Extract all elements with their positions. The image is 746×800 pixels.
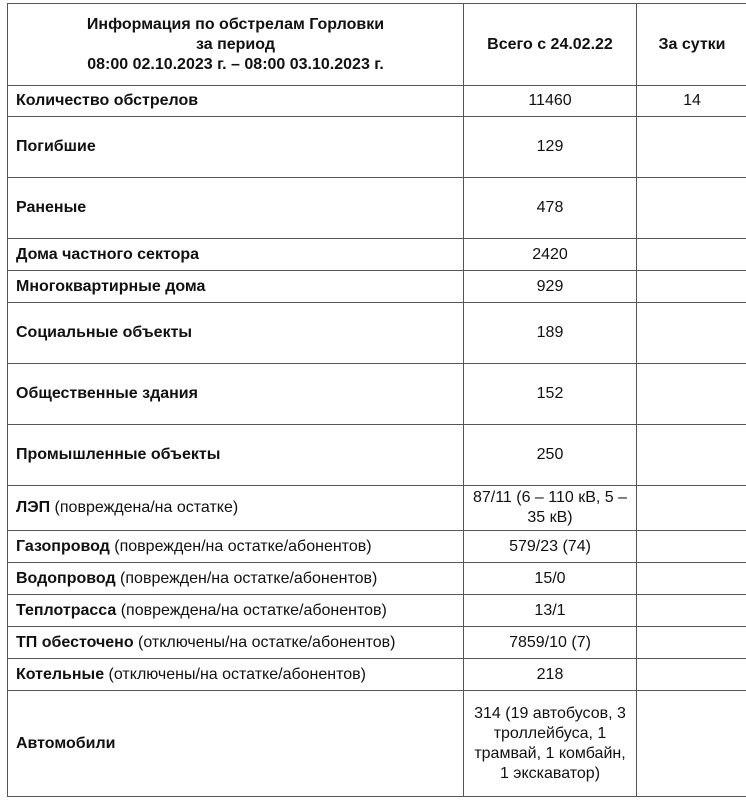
row-day	[637, 659, 746, 691]
row-total: 2420	[464, 239, 637, 271]
row-total: 929	[464, 271, 637, 303]
row-total: 218	[464, 659, 637, 691]
title-line: за период	[196, 35, 275, 53]
row-label: Общественные здания	[8, 364, 464, 425]
table-row	[8, 239, 746, 271]
column-header-day: За сутки	[637, 4, 746, 86]
shelling-info-table	[7, 3, 746, 797]
row-label: Количество обстрелов	[8, 86, 464, 117]
table-title	[8, 4, 464, 86]
row-day	[637, 364, 746, 425]
table-row	[8, 117, 746, 178]
row-day	[637, 531, 746, 563]
table-row	[8, 595, 746, 627]
title-line: 08:00 02.10.2023 г. – 08:00 03.10.2023 г.	[87, 55, 384, 73]
row-total: 129	[464, 117, 637, 178]
row-total: 7859/10 (7)	[464, 627, 637, 659]
row-day	[637, 271, 746, 303]
row-day	[637, 425, 746, 486]
row-day	[637, 178, 746, 239]
row-total: 13/1	[464, 595, 637, 627]
row-day	[637, 595, 746, 627]
row-day	[637, 563, 746, 595]
table-row	[8, 425, 746, 486]
row-label: Раненые	[8, 178, 464, 239]
title-line: Информация по обстрелам Горловки	[86, 15, 385, 33]
row-label: ЛЭП (повреждена/на остатке)	[8, 486, 464, 531]
table-row	[8, 271, 746, 303]
row-label: Дома частного сектора	[8, 239, 464, 271]
row-total: 152	[464, 364, 637, 425]
table-row	[8, 86, 746, 117]
row-day	[637, 239, 746, 271]
table-row	[8, 531, 746, 563]
row-label: Водопровод (поврежден/на остатке/абонентов)	[8, 563, 464, 595]
row-day	[637, 691, 746, 797]
row-total: 579/23 (74)	[464, 531, 637, 563]
table-row	[8, 691, 746, 797]
row-total: 189	[464, 303, 637, 364]
table-row	[8, 364, 746, 425]
table-header-row	[8, 4, 746, 86]
row-label: Погибшие	[8, 117, 464, 178]
row-label: Многоквартирные дома	[8, 271, 464, 303]
table-row	[8, 659, 746, 691]
table-row	[8, 303, 746, 364]
row-label: Газопровод (поврежден/на остатке/абонентов)	[8, 531, 464, 563]
row-day	[637, 303, 746, 364]
row-label: Социальные объекты	[8, 303, 464, 364]
table-row	[8, 178, 746, 239]
row-total: 87/11 (6 – 110 кВ, 5 – 35 кВ)	[464, 486, 637, 531]
row-total: 11460	[464, 86, 637, 117]
row-label: Автомобили	[8, 691, 464, 797]
row-label: Промышленные объекты	[8, 425, 464, 486]
column-header-total: Всего с 24.02.22	[464, 4, 637, 86]
row-day: 14	[637, 86, 746, 117]
table-row	[8, 627, 746, 659]
row-label: ТП обесточено (отключены/на остатке/абонентов)	[8, 627, 464, 659]
row-total: 478	[464, 178, 637, 239]
row-label: Теплотрасса (повреждена/на остатке/абонентов)	[8, 595, 464, 627]
table-row	[8, 563, 746, 595]
row-label: Котельные (отключены/на остатке/абонентов)	[8, 659, 464, 691]
row-day	[637, 117, 746, 178]
row-day	[637, 486, 746, 531]
row-total: 250	[464, 425, 637, 486]
row-total: 314 (19 автобусов, 3 троллейбуса, 1 трамвай, 1 комбайн, 1 экскаватор)	[464, 691, 637, 797]
table-row	[8, 486, 746, 531]
row-day	[637, 627, 746, 659]
row-total: 15/0	[464, 563, 637, 595]
